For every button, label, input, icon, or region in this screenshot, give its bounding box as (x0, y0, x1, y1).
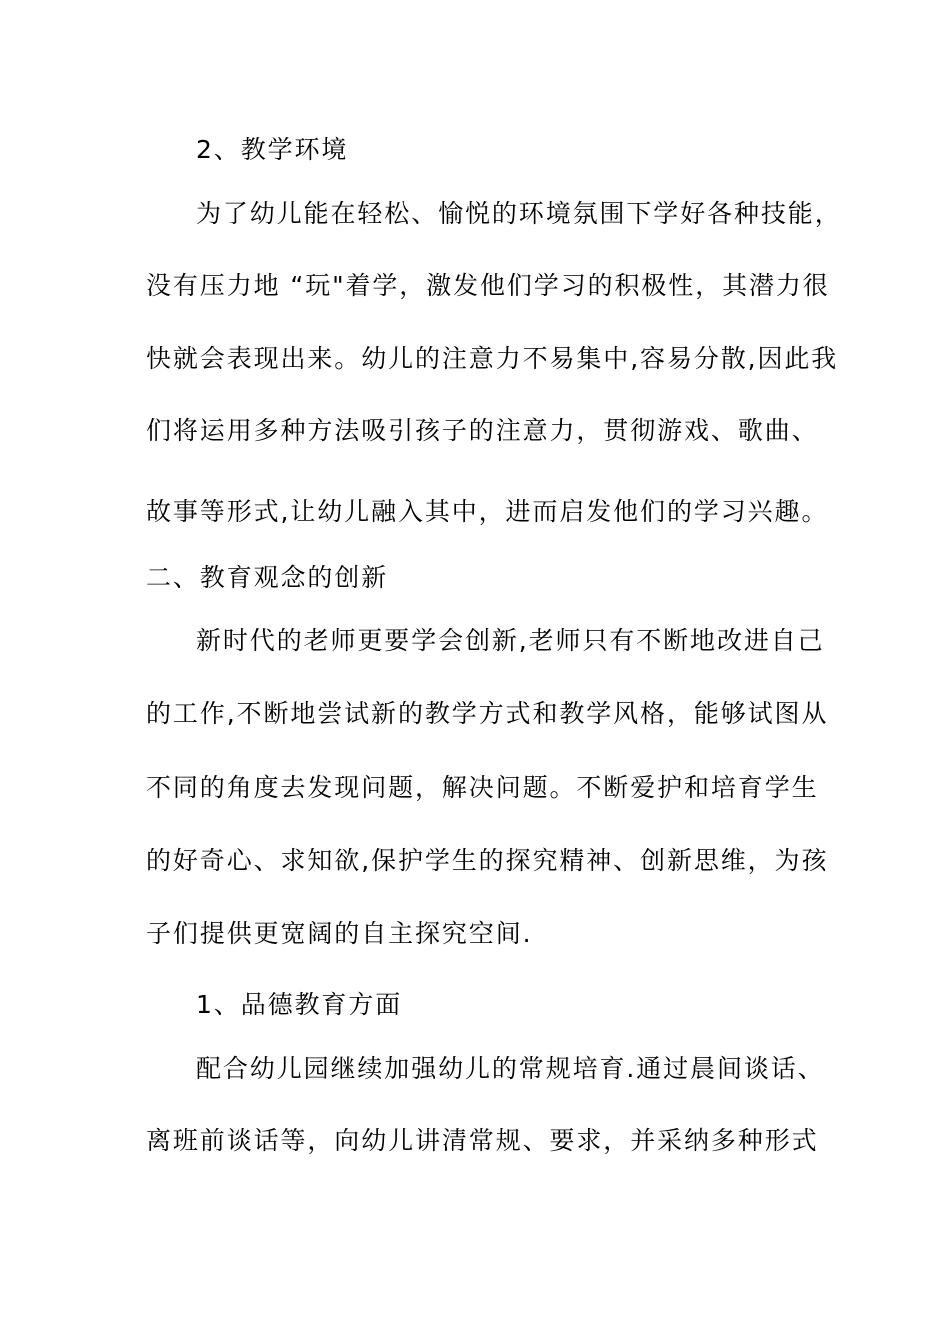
paragraph-line: 配合幼儿园继续加强幼儿的常规培育.通过晨间谈话、 (196, 1054, 825, 1083)
heading-education-concept-innovation: 二、教育观念的创新 (146, 563, 389, 592)
paragraph-line: 新时代的老师更要学会创新,老师只有不断地改进自己 (196, 626, 825, 655)
paragraph-line: 故事等形式,让幼儿融入其中，进而启发他们的学习兴趣。 (146, 497, 829, 526)
heading-teaching-environment: 2、教学环境 (196, 135, 349, 164)
paragraph-line: 子们提供更宽阔的自主探究空间. (146, 919, 533, 948)
paragraph-line: 没有压力地 “玩"着学，激发他们学习的积极性，其潜力很 (146, 271, 830, 300)
paragraph-line: 离班前谈话等，向幼儿讲清常规、要求，并采纳多种形式 (146, 1126, 819, 1155)
paragraph-line: 们将运用多种方法吸引孩子的注意力，贯彻游戏、歌曲、 (146, 416, 819, 445)
heading-moral-education: 1、品德教育方面 (196, 990, 403, 1019)
paragraph-line: 快就会表现出来。幼儿的注意力不易集中,容易分散,因此我 (146, 344, 839, 373)
paragraph-line: 的好奇心、求知欲,保护学生的探究精神、创新思维，为孩 (146, 846, 829, 875)
paragraph-line: 不同的角度去发现问题，解决问题。不断爱护和培育学生 (146, 773, 819, 802)
paragraph-line: 的工作,不断地尝试新的教学方式和教学风格，能够试图从 (146, 699, 829, 728)
paragraph-line: 为了幼儿能在轻松、愉悦的环境氛围下学好各种技能， (196, 199, 842, 228)
